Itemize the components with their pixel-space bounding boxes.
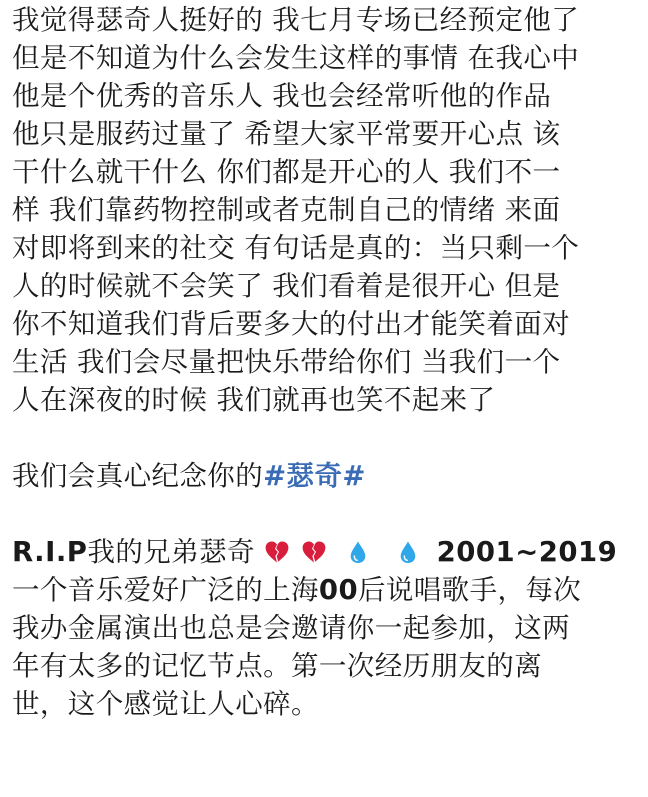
text-line: 对即将到来的社交 有句话是真的：当只剩一个	[12, 232, 580, 264]
text-line: 他只是服药过量了 希望大家平常要开心点 该	[12, 118, 561, 150]
memorial-text: 我们会真心纪念你的	[12, 460, 264, 492]
text-segment: 一个音乐爱好广泛的上海	[12, 574, 319, 606]
memorial-line	[12, 457, 642, 495]
text-line: 他是个优秀的音乐人 我也会经常听他的作品	[12, 80, 552, 112]
blank-line	[12, 419, 642, 457]
paragraph-1	[12, 0, 642, 419]
post-content	[12, 0, 642, 723]
text-line: 样 我们靠药物控制或者克制自己的情绪 来面	[12, 194, 561, 226]
rip-text: R.I.P	[12, 536, 88, 568]
years-text: 2001~2019	[436, 536, 618, 568]
blank-line	[12, 495, 642, 533]
text-line: 干什么就干什么 你们都是开心的人 我们不一	[12, 156, 561, 188]
text-line: 年有太多的记忆节点。第一次经历朋友的离	[12, 650, 543, 682]
droplet-icon	[395, 538, 421, 566]
hashtag-link[interactable]: #瑟奇#	[263, 460, 366, 492]
text-segment: 后说唱歌手，每次	[357, 574, 582, 606]
droplet-icon	[345, 538, 371, 566]
rip-name: 我的兄弟瑟奇	[87, 536, 255, 568]
text-line: 生活 我们会尽量把快乐带给你们 当我们一个	[12, 346, 561, 378]
broken-heart-icon	[264, 538, 290, 566]
rip-line	[12, 533, 642, 571]
text-line: 我办金属演出也总是会邀请你一起参加，这两	[12, 612, 570, 644]
text-line: 人的时候就不会笑了 我们看着是很开心 但是	[12, 270, 561, 302]
text-line: 世，这个感觉让人心碎。	[12, 688, 319, 720]
text-line	[12, 571, 642, 609]
text-line: 人在深夜的时候 我们就再也笑不起来了	[12, 384, 496, 416]
text-line: 我觉得瑟奇人挺好的 我七月专场已经预定他了	[12, 4, 580, 36]
text-line: 但是不知道为什么会发生这样的事情 在我心中	[12, 42, 580, 74]
text-segment: 00	[318, 574, 358, 606]
text-line: 你不知道我们背后要多大的付出才能笑着面对	[12, 308, 570, 340]
broken-heart-icon	[301, 538, 327, 566]
